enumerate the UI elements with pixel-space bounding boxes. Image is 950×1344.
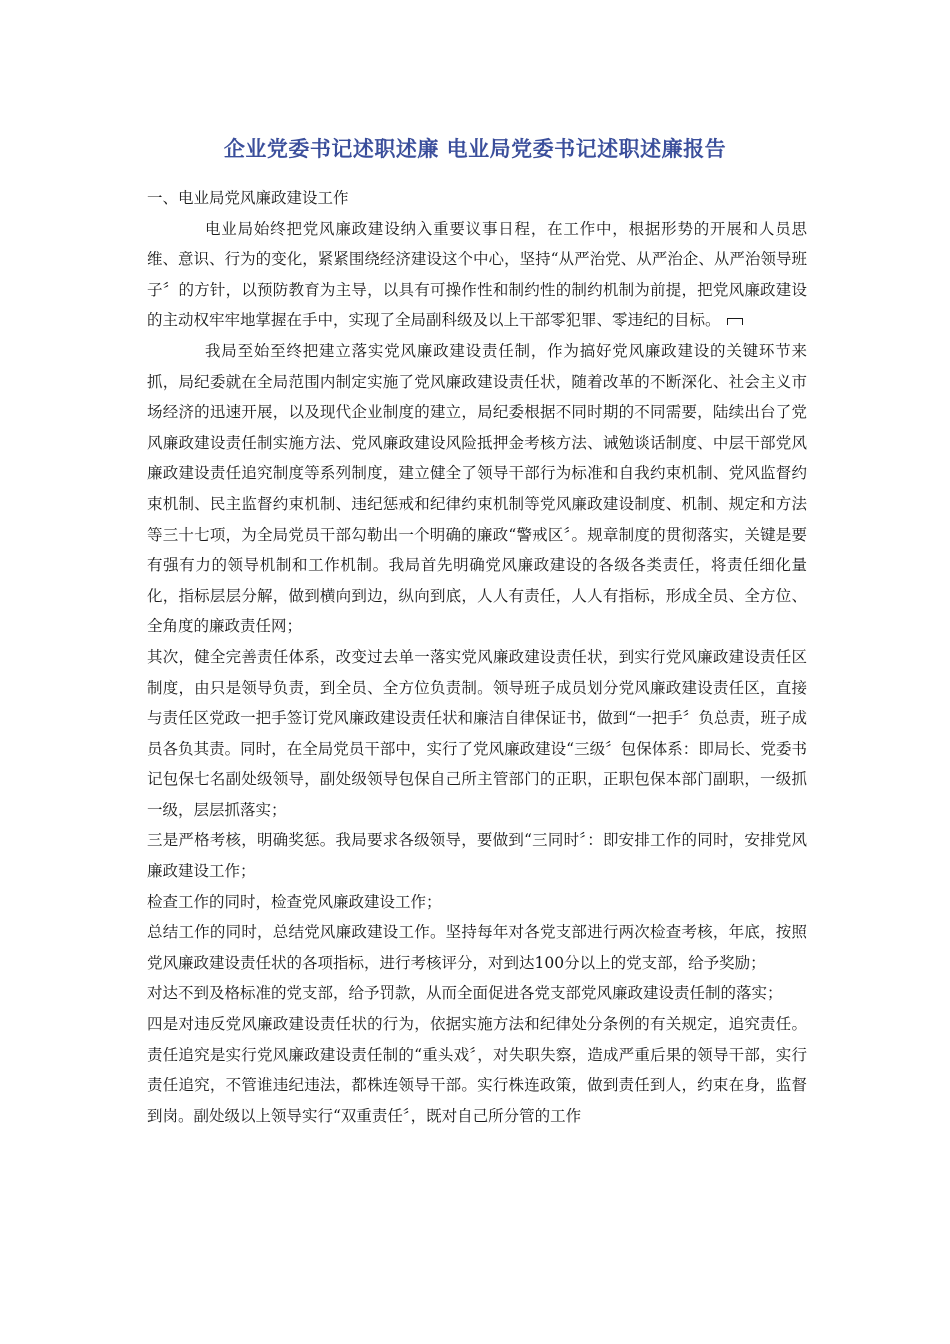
paragraph: 三是严格考核，明确奖惩。我局要求各级领导，要做到“三同时〞：即安排工作的同时，安排党风廉政建设工作；	[147, 831, 807, 881]
document-title: 企业党委书记述职述廉 电业局党委书记述职述廉报告	[223, 137, 727, 161]
paragraph-text: 电业局始终把党风廉政建设纳入重要议事日程，在工作中，根据形势的开展和人员思维、意识、行为的变化，紧紧围绕经济建设这个中心，坚持“从严治党、从严治企、从严治领导班子〞的方针，以预防教育为主导，以具有可操作性和制约性的制约机制为前提，把党风廉政建设的主动权牢牢地掌握在手中，实现了全局副科级及以上干部零犯罪、零违纪的目标。	[147, 219, 807, 330]
paragraph: 总结工作的同时，总结党风廉政建设工作。坚持每年对各党支部进行两次检查考核，年底，按照党风廉政建设责任状的各项指标，进行考核评分，对到达100分以上的党支部，给予奖励；	[147, 923, 807, 972]
paragraph: 其次，健全完善责任体系，改变过去单一落实党风廉政建设责任状，到实行党风廉政建设责任区制度，由只是领导负责，到全员、全方位负责制。领导班子成员划分党风廉政建设责任区，直接与责任区党政一把手签订党风廉政建设责任状和廉洁自律保证书，做到“一把手〞负总责，班子成员各负其责。同时，在全局党员干部中，实行了党风廉政建设“三级〞包保体系：即局长、党委书记包保七名副处级领导，副处级领导包保自己所主管部门的正职，正职包保本部门副职，一级抓一级，层层抓落实；	[147, 647, 807, 819]
bracket-mark-icon	[727, 318, 743, 325]
paragraph: 检查工作的同时，检查党风廉政建设工作；	[147, 892, 442, 911]
section-heading: 一、电业局党风廉政建设工作	[147, 189, 349, 207]
paragraph: 我局至始至终把建立落实党风廉政建设责任制，作为搞好党风廉政建设的关键环节来抓，局纪委就在全局范围内制定实施了党风廉政建设责任状，随着改革的不断深化、社会主义市场经济的迅速开展，以及现代企业制度的建立，局纪委根据不同时期的不同需要，陆续出台了党风廉政建设责任制实施方法、党风廉政建设风险抵押金考核方法、诫勉谈话制度、中层干部党风廉政建设责任追究制度等系列制度，建立健全了领导干部行为标准和自我约束机制、党风监督约束机制、民主监督约束机制、违纪惩戒和纪律约束机制等党风廉政建设制度、机制、规定和方法等三十七项，为全局党员干部勾勒出一个明确的廉政“警戒区〞。规章制度的贯彻落实，关键是要有强有力的领导机制和工作机制。我局首先明确党风廉政建设的各级各类责任，将责任细化量化，指标层层分解，做到横向到边，纵向到底，人人有责任，人人有指标，形成全员、全方位、全角度的廉政责任网；	[147, 341, 807, 636]
paragraph: 四是对违反党风廉政建设责任状的行为，依据实施方法和纪律处分条例的有关规定，追究责任。责任追究是实行党风廉政建设责任制的“重头戏〞，对失职失察，造成严重后果的领导干部，实行责任追究，不管谁违纪违法，都株连领导干部。实行株连政策，做到责任到人，约束在身，监督到岗。副处级以上领导实行“双重责任〞，既对自己所分管的工作	[147, 1015, 807, 1125]
paragraph: 对达不到及格标准的党支部，给予罚款，从而全面促进各党支部党风廉政建设责任制的落实；	[147, 984, 783, 1003]
paragraph	[147, 214, 807, 336]
document-body	[147, 183, 807, 1131]
